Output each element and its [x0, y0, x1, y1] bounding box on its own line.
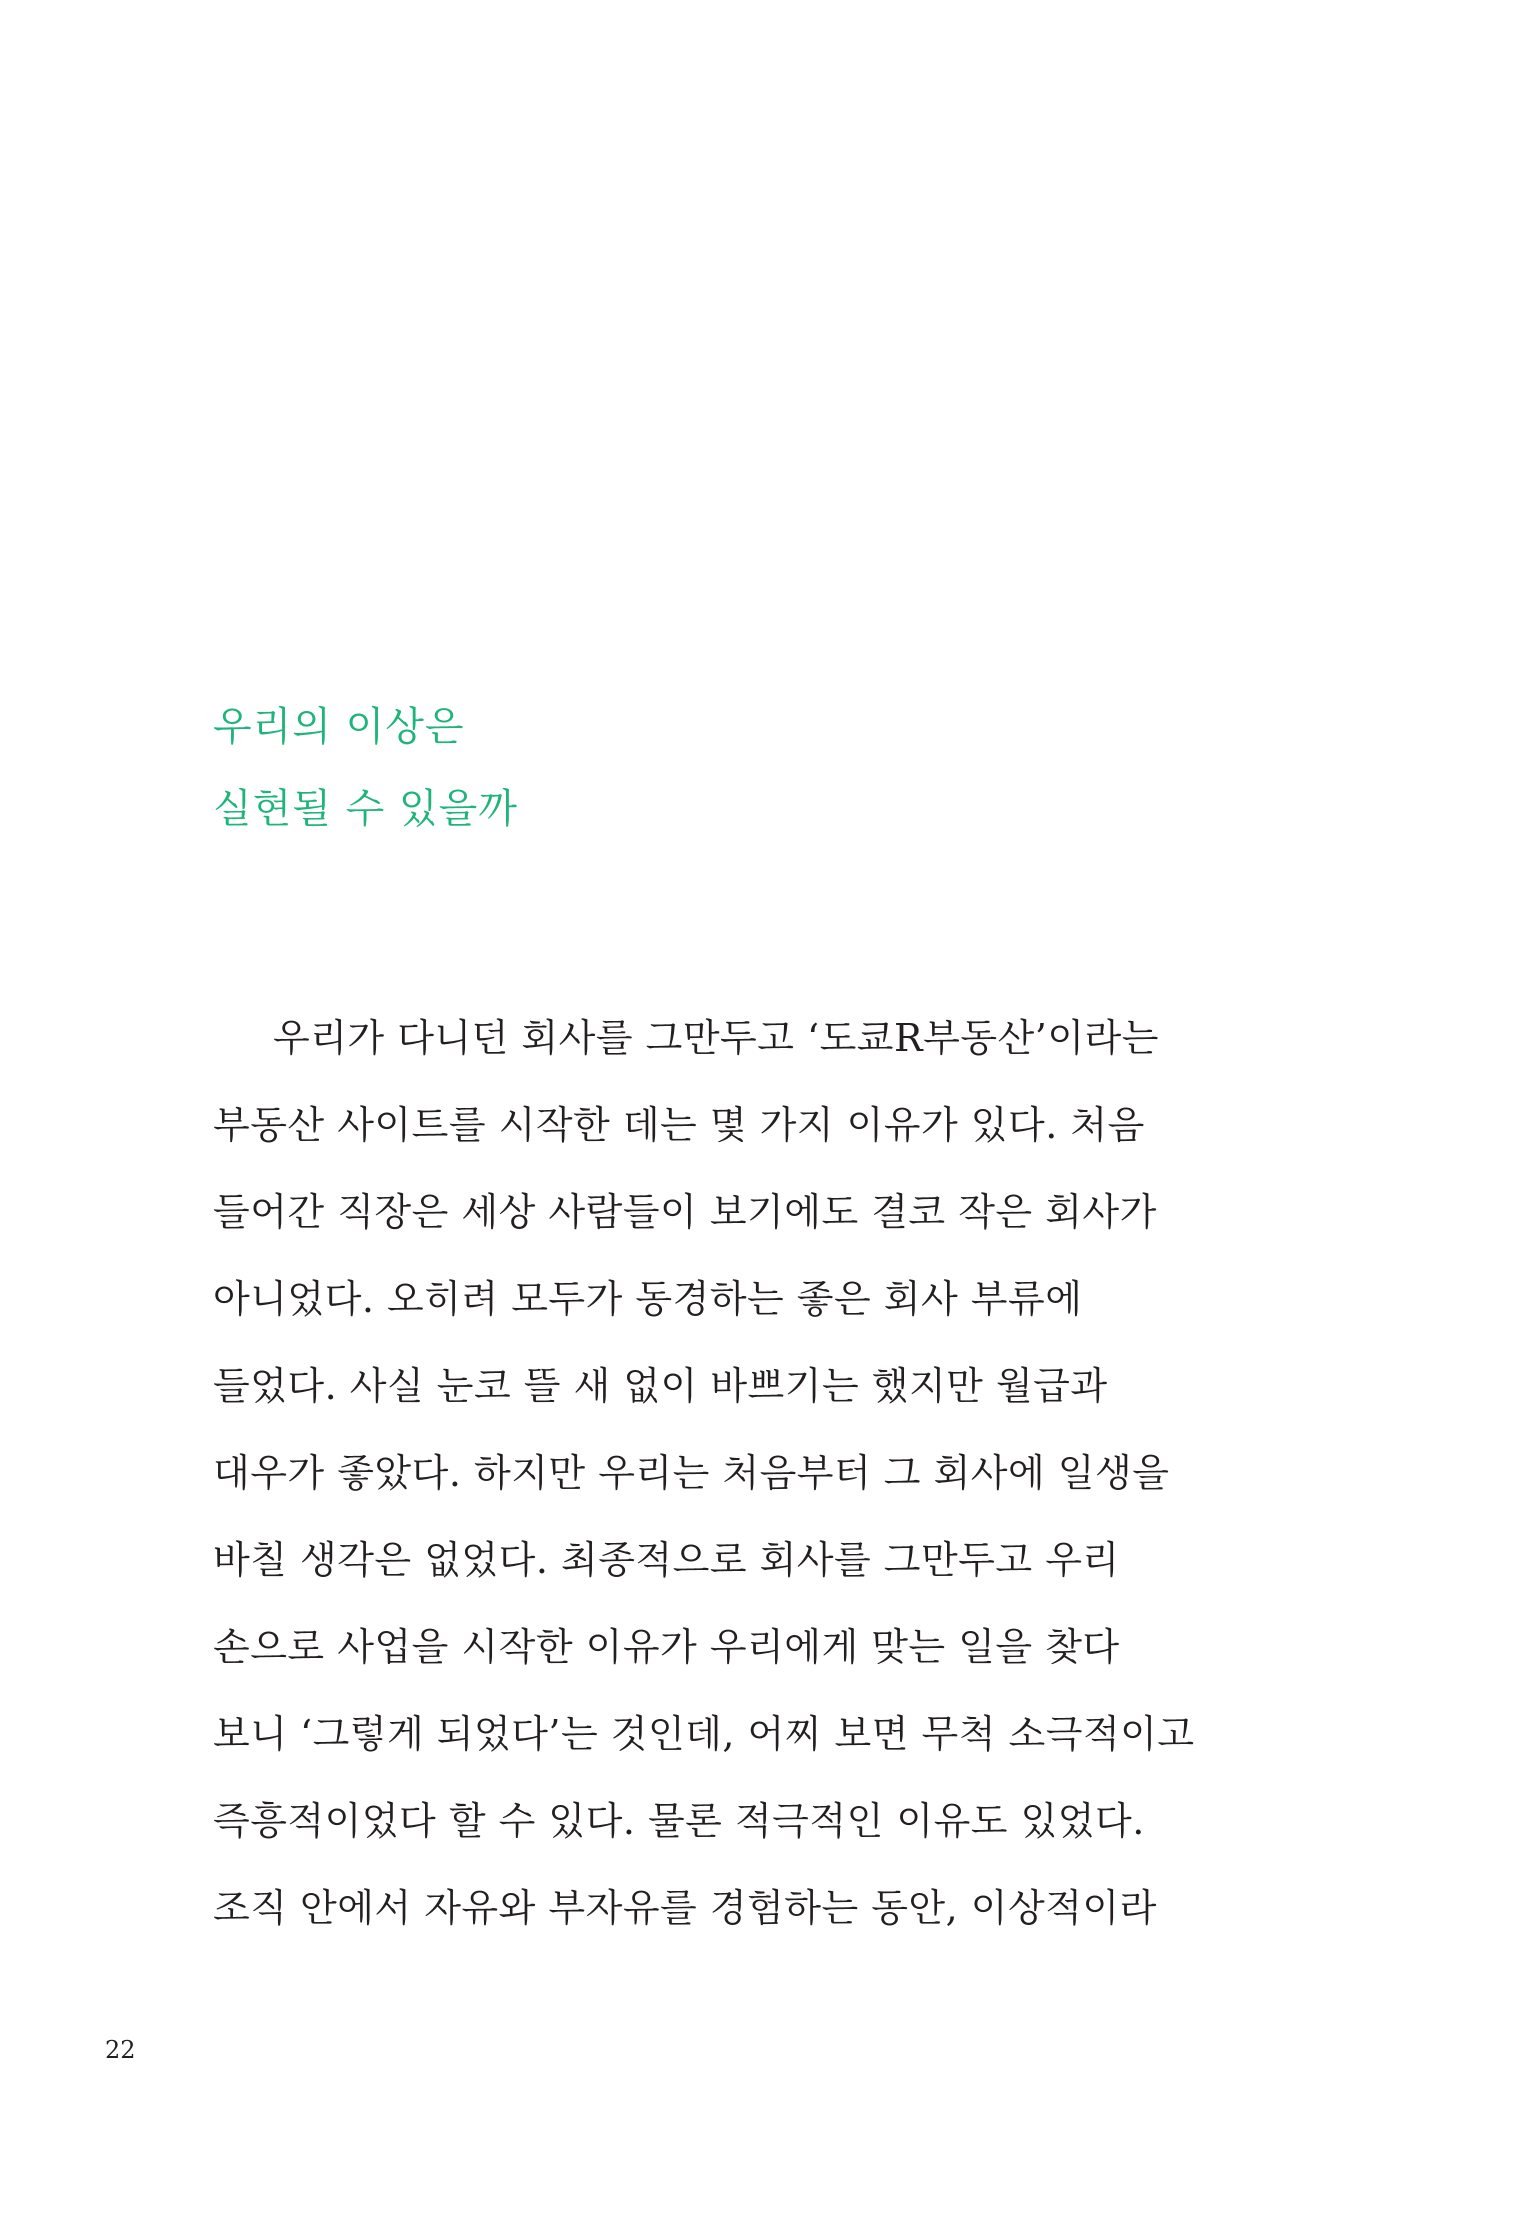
body-line-3: 들어간 직장은 세상 사람들이 보기에도 결코 작은 회사가	[213, 1190, 1157, 1234]
chapter-heading	[213, 686, 518, 850]
body-line-4: 아니었다. 오히려 모두가 동경하는 좋은 회사 부류에	[213, 1277, 1083, 1321]
heading-line-2: 실현될 수 있을까	[213, 786, 518, 832]
body-line-2: 부동산 사이트를 시작한 데는 몇 가지 이유가 있다. 처음	[213, 1103, 1145, 1147]
page-number: 22	[105, 2036, 136, 2064]
body-line-9: 보니 ‘그렇게 되었다’는 것인데, 어찌 보면 무척 소극적이고	[213, 1712, 1195, 1756]
body-line-7: 바칠 생각은 없었다. 최종적으로 회사를 그만두고 우리	[213, 1538, 1120, 1582]
heading-line-1: 우리의 이상은	[213, 704, 465, 750]
body-line-6: 대우가 좋았다. 하지만 우리는 처음부터 그 회사에 일생을	[213, 1451, 1170, 1495]
body-line-10: 즉흥적이었다 할 수 있다. 물론 적극적인 이유도 있었다.	[213, 1799, 1145, 1843]
body-paragraph	[213, 995, 1223, 1952]
body-line-5: 들었다. 사실 눈코 뜰 새 없이 바쁘기는 했지만 월급과	[213, 1364, 1108, 1408]
body-line-11: 조직 안에서 자유와 부자유를 경험하는 동안, 이상적이라	[213, 1886, 1157, 1930]
body-line-8: 손으로 사업을 시작한 이유가 우리에게 맞는 일을 찾다	[213, 1625, 1120, 1669]
body-line-1: 우리가 다니던 회사를 그만두고 ‘도쿄R부동산’이라는	[273, 1016, 1159, 1060]
